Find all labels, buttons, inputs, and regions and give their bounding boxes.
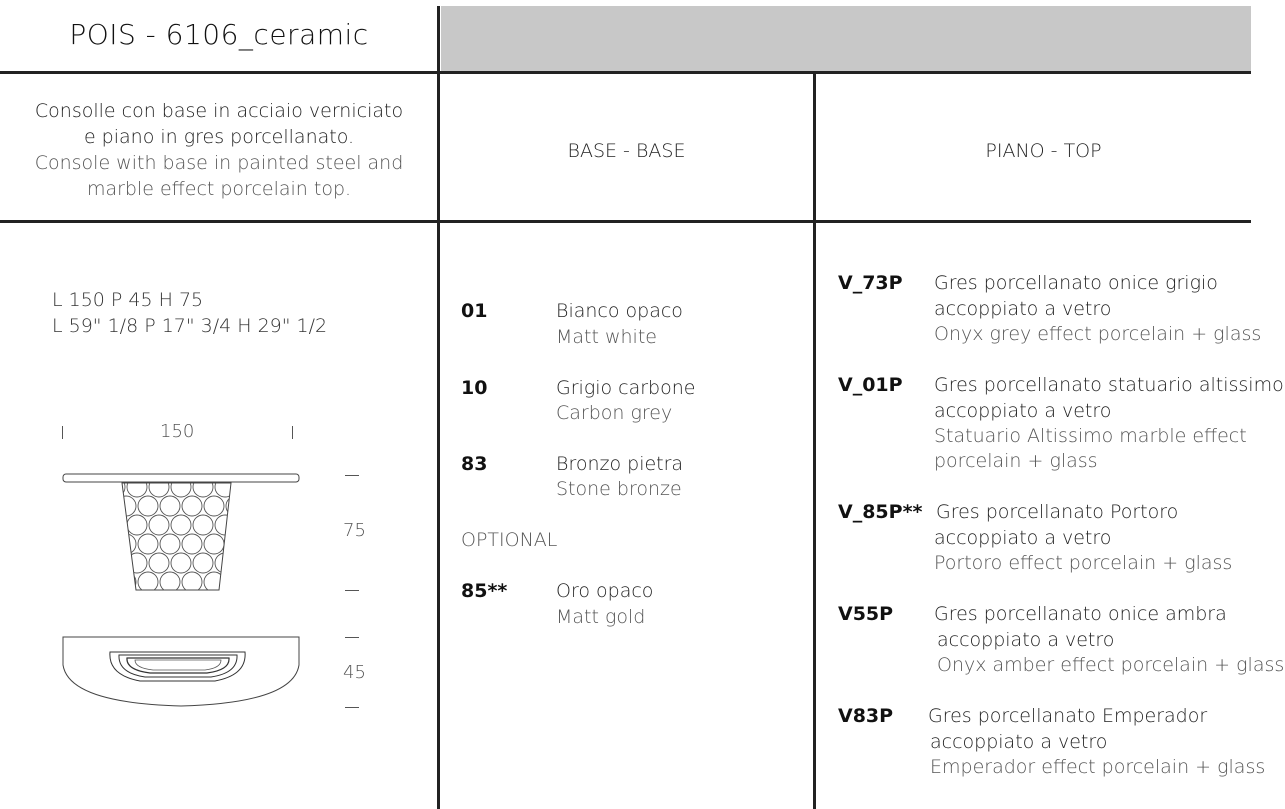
dimensions-text (52, 287, 327, 339)
base-name-en: Matt white (556, 326, 657, 348)
base-code-01: 01 (461, 300, 488, 322)
height-tick-top (345, 475, 359, 476)
page-title: POIS - 6106_ceramic (69, 18, 369, 51)
top-name-it-2: accoppiato a vetro (934, 527, 1112, 549)
top-name-it-2: accoppiato a vetro (934, 400, 1112, 422)
base-name-en: Carbon grey (556, 402, 673, 424)
top-name-en: Onyx amber effect porcelain + glass (937, 654, 1285, 676)
top-rule (0, 71, 1251, 74)
depth-tick-top (345, 637, 359, 638)
width-tick-left (62, 426, 63, 439)
top-name-it: Gres porcellanato onice ambra (934, 603, 1227, 625)
dimensions-metric: L 150 P 45 H 75 (52, 289, 204, 311)
top-name-it-2: accoppiato a vetro (934, 298, 1112, 320)
base-name-it: Bronzo pietra (556, 453, 684, 475)
header-rule (0, 220, 1251, 223)
height-tick-bottom (345, 590, 359, 591)
top-name-it: Gres porcellanato statuario altissimo (934, 374, 1284, 396)
optional-label: OPTIONAL (461, 529, 558, 551)
top-name-it: Gres porcellanato Portoro (936, 501, 1179, 523)
top-name-it-2: accoppiato a vetro (937, 629, 1115, 651)
base-name-en: Matt gold (556, 606, 646, 628)
width-label: 150 (160, 421, 195, 442)
top-code-v55p: V55P (838, 603, 894, 625)
dimensions-imperial: L 59" 1/8 P 17" 3/4 H 29" 1/2 (52, 315, 328, 337)
top-name-en: Statuario Altissimo marble effect (934, 425, 1247, 447)
top-name-en: Emperador effect porcelain + glass (930, 756, 1266, 778)
base-header: BASE - BASE (567, 140, 686, 162)
divider-right (813, 73, 816, 809)
base-code-85: 85** (461, 580, 508, 602)
base-name-it: Grigio carbone (556, 377, 696, 399)
height-label: 75 (343, 520, 366, 541)
top-name-it: Gres porcellanato onice grigio (934, 272, 1218, 294)
width-tick-right (292, 426, 293, 439)
desc-en-line2: marble effect porcelain top. (86, 178, 352, 200)
console-front-drawing (55, 465, 305, 715)
depth-tick-bottom (345, 707, 359, 708)
top-header: PIANO - TOP (985, 140, 1102, 162)
base-name-it: Oro opaco (556, 580, 654, 602)
desc-it-line1: Consolle con base in acciaio verniciato (34, 100, 404, 122)
top-name-it: Gres porcellanato Emperador (928, 705, 1208, 727)
base-code-83: 83 (461, 453, 488, 475)
top-code-v73p: V_73P (838, 272, 903, 294)
top-code-v83p: V83P (838, 705, 894, 727)
top-name-en: Onyx grey effect porcelain + glass (934, 323, 1262, 345)
desc-en-line1: Console with base in painted steel and (34, 152, 404, 174)
depth-label: 45 (343, 662, 366, 683)
top-name-en-2: porcelain + glass (934, 450, 1098, 472)
base-code-10: 10 (461, 377, 488, 399)
desc-it-line2: e piano in gres porcellanato. (83, 126, 355, 148)
base-name-en: Stone bronze (556, 478, 682, 500)
top-name-en: Portoro effect porcelain + glass (934, 552, 1233, 574)
top-code-v01p: V_01P (838, 374, 903, 396)
base-name-it: Bianco opaco (556, 300, 683, 322)
top-name-it-2: accoppiato a vetro (930, 731, 1108, 753)
top-code-v85p: V_85P** (838, 501, 923, 523)
header-grey-bar (441, 6, 1251, 71)
product-description (0, 98, 438, 202)
